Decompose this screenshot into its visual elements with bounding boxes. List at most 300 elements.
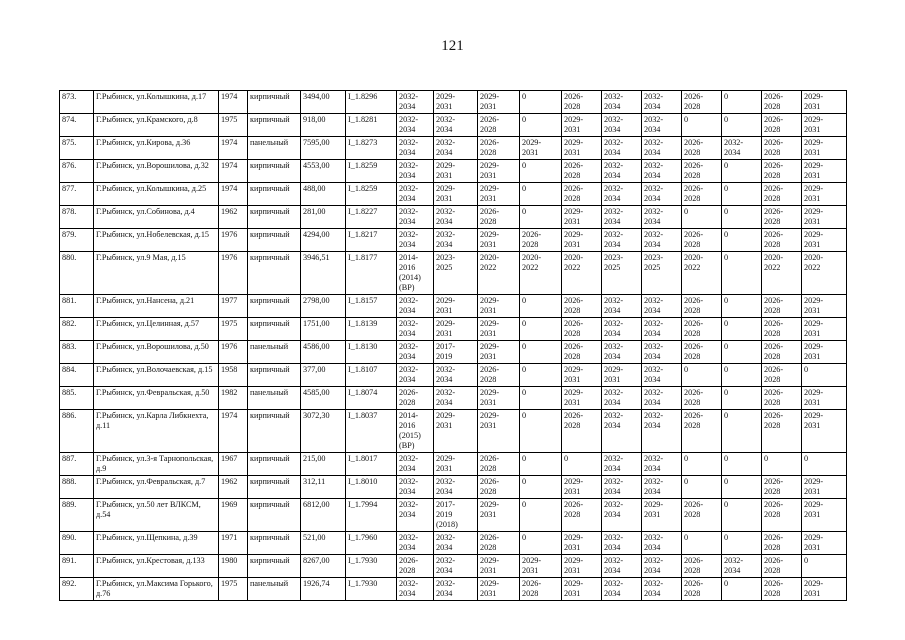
cell-period-11: 2029- 2031 bbox=[802, 160, 847, 183]
cell-period-5: 2029- 2031 bbox=[562, 364, 602, 387]
cell-period-9: 0 bbox=[722, 91, 762, 114]
cell-period-7: 2032- 2034 bbox=[642, 387, 682, 410]
cell-period-8: 2026- 2028 bbox=[682, 295, 722, 318]
cell-period-6: 2032- 2034 bbox=[602, 476, 642, 499]
cell-period-11: 2029- 2031 bbox=[802, 137, 847, 160]
cell-code: I_1.8296 bbox=[346, 91, 397, 114]
cell-address: Г.Рыбинск, ул.Колышкина, д.17 bbox=[94, 91, 219, 114]
cell-row-number: 883. bbox=[60, 341, 94, 364]
cell-row-number: 873. bbox=[60, 91, 94, 114]
cell-period-10: 2026- 2028 bbox=[762, 532, 802, 555]
cell-period-7: 2032- 2034 bbox=[642, 206, 682, 229]
cell-period-5: 2029- 2031 bbox=[562, 114, 602, 137]
cell-period-5: 2029- 2031 bbox=[562, 476, 602, 499]
cell-period-4: 2026- 2028 bbox=[520, 578, 562, 601]
cell-area: 7595,00 bbox=[301, 137, 346, 160]
cell-period-4: 0 bbox=[520, 532, 562, 555]
cell-area: 377,00 bbox=[301, 364, 346, 387]
cell-period-9: 0 bbox=[722, 364, 762, 387]
cell-period-2: 2032- 2034 bbox=[434, 137, 478, 160]
cell-address: Г.Рыбинск, ул.Нансена, д.21 bbox=[94, 295, 219, 318]
cell-period-9: 0 bbox=[722, 114, 762, 137]
cell-period-8: 0 bbox=[682, 114, 722, 137]
table-row bbox=[60, 295, 847, 318]
cell-period-5: 2026- 2028 bbox=[562, 183, 602, 206]
cell-period-3: 2026- 2028 bbox=[478, 453, 520, 476]
table-row bbox=[60, 364, 847, 387]
cell-address: Г.Рыбинск, ул.Щепкина, д.39 bbox=[94, 532, 219, 555]
cell-period-2: 2032- 2034 bbox=[434, 387, 478, 410]
cell-period-11: 2029- 2031 bbox=[802, 229, 847, 252]
cell-row-number: 881. bbox=[60, 295, 94, 318]
cell-period-5: 2029- 2031 bbox=[562, 555, 602, 578]
cell-period-7: 2032- 2034 bbox=[642, 410, 682, 453]
cell-period-4: 0 bbox=[520, 295, 562, 318]
cell-address: Г.Рыбинск, ул.9 Мая, д.15 bbox=[94, 252, 219, 295]
cell-address: Г.Рыбинск, ул.3-я Тарнопольская, д.9 bbox=[94, 453, 219, 476]
cell-period-1: 2032- 2034 bbox=[397, 532, 434, 555]
cell-period-1: 2032- 2034 bbox=[397, 476, 434, 499]
cell-period-2: 2029- 2031 bbox=[434, 318, 478, 341]
cell-code: I_1.8259 bbox=[346, 183, 397, 206]
cell-period-9: 0 bbox=[722, 499, 762, 532]
cell-wall-material: кирпичный bbox=[248, 318, 301, 341]
cell-period-1: 2032- 2034 bbox=[397, 341, 434, 364]
cell-period-10: 2026- 2028 bbox=[762, 91, 802, 114]
cell-period-7: 2032- 2034 bbox=[642, 295, 682, 318]
cell-period-3: 2029- 2031 bbox=[478, 229, 520, 252]
cell-period-10: 2026- 2028 bbox=[762, 341, 802, 364]
cell-period-11: 2029- 2031 bbox=[802, 387, 847, 410]
cell-period-7: 2032- 2034 bbox=[642, 364, 682, 387]
cell-period-6: 2032- 2034 bbox=[602, 160, 642, 183]
cell-period-8: 2020- 2022 bbox=[682, 252, 722, 295]
cell-address: Г.Рыбинск, ул.Ворошилова, д.50 bbox=[94, 341, 219, 364]
cell-row-number: 875. bbox=[60, 137, 94, 160]
table-row bbox=[60, 137, 847, 160]
cell-period-9: 0 bbox=[722, 476, 762, 499]
cell-code: I_1.8074 bbox=[346, 387, 397, 410]
cell-wall-material: кирпичный bbox=[248, 499, 301, 532]
cell-period-10: 2026- 2028 bbox=[762, 364, 802, 387]
cell-wall-material: кирпичный bbox=[248, 252, 301, 295]
table-row bbox=[60, 91, 847, 114]
cell-period-10: 2026- 2028 bbox=[762, 555, 802, 578]
cell-period-1: 2032- 2034 bbox=[397, 229, 434, 252]
cell-period-5: 2026- 2028 bbox=[562, 410, 602, 453]
cell-period-4: 0 bbox=[520, 341, 562, 364]
cell-wall-material: кирпичный bbox=[248, 532, 301, 555]
cell-period-6: 2032- 2034 bbox=[602, 229, 642, 252]
cell-address: Г.Рыбинск, ул.Крамского, д.8 bbox=[94, 114, 219, 137]
cell-period-11: 2029- 2031 bbox=[802, 206, 847, 229]
cell-code: I_1.7930 bbox=[346, 555, 397, 578]
cell-code: I_1.7930 bbox=[346, 578, 397, 601]
cell-wall-material: панельный bbox=[248, 137, 301, 160]
cell-build-year: 1982 bbox=[219, 387, 248, 410]
cell-period-11: 2029- 2031 bbox=[802, 476, 847, 499]
cell-period-5: 2026- 2028 bbox=[562, 499, 602, 532]
cell-period-4: 0 bbox=[520, 410, 562, 453]
cell-period-3: 2029- 2031 bbox=[478, 578, 520, 601]
cell-period-7: 2032- 2034 bbox=[642, 91, 682, 114]
cell-period-10: 2026- 2028 bbox=[762, 114, 802, 137]
cell-build-year: 1976 bbox=[219, 229, 248, 252]
cell-period-6: 2032- 2034 bbox=[602, 532, 642, 555]
cell-period-3: 2029- 2031 bbox=[478, 555, 520, 578]
cell-code: I_1.8139 bbox=[346, 318, 397, 341]
cell-build-year: 1969 bbox=[219, 499, 248, 532]
cell-period-5: 2026- 2028 bbox=[562, 341, 602, 364]
cell-period-5: 2026- 2028 bbox=[562, 91, 602, 114]
cell-period-7: 2032- 2034 bbox=[642, 453, 682, 476]
cell-period-4: 2020- 2022 bbox=[520, 252, 562, 295]
cell-period-7: 2032- 2034 bbox=[642, 137, 682, 160]
cell-row-number: 882. bbox=[60, 318, 94, 341]
cell-area: 1751,00 bbox=[301, 318, 346, 341]
cell-period-9: 2032- 2034 bbox=[722, 137, 762, 160]
cell-row-number: 889. bbox=[60, 499, 94, 532]
cell-period-5: 2029- 2031 bbox=[562, 137, 602, 160]
cell-build-year: 1962 bbox=[219, 206, 248, 229]
cell-period-5: 2029- 2031 bbox=[562, 578, 602, 601]
cell-period-8: 2026- 2028 bbox=[682, 229, 722, 252]
cell-period-5: 0 bbox=[562, 453, 602, 476]
cell-period-8: 0 bbox=[682, 206, 722, 229]
table-row bbox=[60, 532, 847, 555]
cell-period-1: 2014- 2016 (2014) (ВР) bbox=[397, 252, 434, 295]
cell-period-6: 2032- 2034 bbox=[602, 318, 642, 341]
cell-wall-material: панельный bbox=[248, 387, 301, 410]
cell-period-6: 2032- 2034 bbox=[602, 555, 642, 578]
cell-period-11: 2029- 2031 bbox=[802, 91, 847, 114]
cell-period-9: 0 bbox=[722, 387, 762, 410]
cell-period-11: 2029- 2031 bbox=[802, 183, 847, 206]
cell-row-number: 876. bbox=[60, 160, 94, 183]
cell-area: 8267,00 bbox=[301, 555, 346, 578]
housing-register-table bbox=[59, 90, 847, 601]
cell-area: 281,00 bbox=[301, 206, 346, 229]
cell-wall-material: кирпичный bbox=[248, 206, 301, 229]
cell-area: 2798,00 bbox=[301, 295, 346, 318]
cell-period-7: 2023- 2025 bbox=[642, 252, 682, 295]
cell-period-8: 2026- 2028 bbox=[682, 387, 722, 410]
cell-build-year: 1975 bbox=[219, 114, 248, 137]
cell-period-6: 2032- 2034 bbox=[602, 295, 642, 318]
cell-period-1: 2014- 2016 (2015) (ВР) bbox=[397, 410, 434, 453]
cell-wall-material: кирпичный bbox=[248, 114, 301, 137]
cell-period-7: 2032- 2034 bbox=[642, 555, 682, 578]
cell-period-9: 0 bbox=[722, 229, 762, 252]
table-row bbox=[60, 578, 847, 601]
cell-address: Г.Рыбинск, ул.Колышкина, д.25 bbox=[94, 183, 219, 206]
cell-address: Г.Рыбинск, ул.Волочаевская, д.15 bbox=[94, 364, 219, 387]
cell-period-5: 2029- 2031 bbox=[562, 532, 602, 555]
cell-period-3: 2026- 2028 bbox=[478, 364, 520, 387]
cell-period-10: 2026- 2028 bbox=[762, 410, 802, 453]
cell-period-11: 2029- 2031 bbox=[802, 318, 847, 341]
cell-row-number: 892. bbox=[60, 578, 94, 601]
cell-period-8: 2026- 2028 bbox=[682, 91, 722, 114]
cell-wall-material: кирпичный bbox=[248, 476, 301, 499]
table-body bbox=[60, 91, 847, 601]
cell-address: Г.Рыбинск, ул.Февральская, д.7 bbox=[94, 476, 219, 499]
table-row bbox=[60, 387, 847, 410]
cell-period-4: 0 bbox=[520, 318, 562, 341]
cell-build-year: 1975 bbox=[219, 578, 248, 601]
cell-period-9: 0 bbox=[722, 183, 762, 206]
cell-row-number: 880. bbox=[60, 252, 94, 295]
cell-build-year: 1962 bbox=[219, 476, 248, 499]
cell-code: I_1.7994 bbox=[346, 499, 397, 532]
cell-period-3: 2026- 2028 bbox=[478, 114, 520, 137]
cell-period-6: 2032- 2034 bbox=[602, 206, 642, 229]
cell-wall-material: панельный bbox=[248, 341, 301, 364]
cell-period-7: 2032- 2034 bbox=[642, 183, 682, 206]
cell-period-6: 2032- 2034 bbox=[602, 91, 642, 114]
cell-period-1: 2032- 2034 bbox=[397, 137, 434, 160]
cell-area: 4294,00 bbox=[301, 229, 346, 252]
cell-period-4: 0 bbox=[520, 476, 562, 499]
cell-period-11: 2029- 2031 bbox=[802, 410, 847, 453]
cell-period-3: 2029- 2031 bbox=[478, 410, 520, 453]
cell-period-1: 2026- 2028 bbox=[397, 387, 434, 410]
cell-row-number: 890. bbox=[60, 532, 94, 555]
cell-period-2: 2032- 2034 bbox=[434, 206, 478, 229]
cell-period-5: 2029- 2031 bbox=[562, 206, 602, 229]
cell-period-11: 2029- 2031 bbox=[802, 114, 847, 137]
cell-period-7: 2032- 2034 bbox=[642, 532, 682, 555]
cell-period-3: 2026- 2028 bbox=[478, 532, 520, 555]
cell-period-2: 2029- 2031 bbox=[434, 295, 478, 318]
cell-address: Г.Рыбинск, ул.Карла Либкнехта, д.11 bbox=[94, 410, 219, 453]
cell-row-number: 888. bbox=[60, 476, 94, 499]
cell-period-9: 0 bbox=[722, 206, 762, 229]
cell-period-6: 2032- 2034 bbox=[602, 341, 642, 364]
cell-period-3: 2026- 2028 bbox=[478, 206, 520, 229]
cell-period-6: 2032- 2034 bbox=[602, 114, 642, 137]
cell-period-5: 2026- 2028 bbox=[562, 160, 602, 183]
cell-period-9: 0 bbox=[722, 295, 762, 318]
cell-period-2: 2032- 2034 bbox=[434, 364, 478, 387]
cell-period-1: 2032- 2034 bbox=[397, 91, 434, 114]
cell-period-11: 0 bbox=[802, 364, 847, 387]
cell-period-4: 2029- 2031 bbox=[520, 555, 562, 578]
cell-period-4: 0 bbox=[520, 364, 562, 387]
cell-period-8: 0 bbox=[682, 364, 722, 387]
cell-period-11: 2029- 2031 bbox=[802, 295, 847, 318]
cell-area: 3946,51 bbox=[301, 252, 346, 295]
cell-code: I_1.8037 bbox=[346, 410, 397, 453]
cell-period-1: 2032- 2034 bbox=[397, 160, 434, 183]
table-row bbox=[60, 476, 847, 499]
cell-period-7: 2032- 2034 bbox=[642, 476, 682, 499]
table-row bbox=[60, 114, 847, 137]
cell-code: I_1.8281 bbox=[346, 114, 397, 137]
cell-area: 4586,00 bbox=[301, 341, 346, 364]
cell-build-year: 1974 bbox=[219, 91, 248, 114]
cell-period-10: 2026- 2028 bbox=[762, 387, 802, 410]
cell-period-3: 2029- 2031 bbox=[478, 499, 520, 532]
cell-build-year: 1980 bbox=[219, 555, 248, 578]
cell-area: 918,00 bbox=[301, 114, 346, 137]
cell-period-8: 2026- 2028 bbox=[682, 183, 722, 206]
cell-build-year: 1975 bbox=[219, 318, 248, 341]
cell-wall-material: кирпичный bbox=[248, 364, 301, 387]
cell-period-1: 2032- 2034 bbox=[397, 318, 434, 341]
cell-period-2: 2023- 2025 bbox=[434, 252, 478, 295]
cell-period-1: 2032- 2034 bbox=[397, 578, 434, 601]
cell-code: I_1.8017 bbox=[346, 453, 397, 476]
cell-code: I_1.8273 bbox=[346, 137, 397, 160]
cell-period-6: 2032- 2034 bbox=[602, 453, 642, 476]
cell-address: Г.Рыбинск, ул.Крестовая, д.133 bbox=[94, 555, 219, 578]
table-row bbox=[60, 183, 847, 206]
cell-wall-material: кирпичный bbox=[248, 555, 301, 578]
cell-period-7: 2032- 2034 bbox=[642, 114, 682, 137]
cell-period-8: 2026- 2028 bbox=[682, 410, 722, 453]
cell-period-11: 2029- 2031 bbox=[802, 341, 847, 364]
cell-area: 488,00 bbox=[301, 183, 346, 206]
cell-period-5: 2029- 2031 bbox=[562, 229, 602, 252]
cell-period-3: 2026- 2028 bbox=[478, 476, 520, 499]
cell-build-year: 1976 bbox=[219, 341, 248, 364]
cell-row-number: 885. bbox=[60, 387, 94, 410]
cell-period-1: 2032- 2034 bbox=[397, 499, 434, 532]
table-row bbox=[60, 453, 847, 476]
cell-period-11: 2020- 2022 bbox=[802, 252, 847, 295]
cell-period-10: 2026- 2028 bbox=[762, 229, 802, 252]
cell-period-7: 2032- 2034 bbox=[642, 578, 682, 601]
cell-area: 312,11 bbox=[301, 476, 346, 499]
cell-row-number: 891. bbox=[60, 555, 94, 578]
table-row bbox=[60, 252, 847, 295]
cell-area: 215,00 bbox=[301, 453, 346, 476]
cell-period-2: 2029- 2031 bbox=[434, 453, 478, 476]
cell-period-8: 0 bbox=[682, 532, 722, 555]
cell-period-1: 2032- 2034 bbox=[397, 114, 434, 137]
cell-period-4: 0 bbox=[520, 206, 562, 229]
cell-build-year: 1974 bbox=[219, 160, 248, 183]
page-number: 121 bbox=[441, 38, 464, 54]
cell-period-9: 0 bbox=[722, 410, 762, 453]
table-row bbox=[60, 555, 847, 578]
cell-period-9: 0 bbox=[722, 578, 762, 601]
cell-period-9: 0 bbox=[722, 318, 762, 341]
cell-code: I_1.8227 bbox=[346, 206, 397, 229]
cell-area: 521,00 bbox=[301, 532, 346, 555]
cell-build-year: 1974 bbox=[219, 410, 248, 453]
cell-build-year: 1971 bbox=[219, 532, 248, 555]
table-row bbox=[60, 499, 847, 532]
cell-period-4: 0 bbox=[520, 183, 562, 206]
cell-period-2: 2032- 2034 bbox=[434, 555, 478, 578]
cell-period-9: 0 bbox=[722, 160, 762, 183]
cell-period-1: 2026- 2028 bbox=[397, 555, 434, 578]
cell-period-3: 2029- 2031 bbox=[478, 295, 520, 318]
cell-period-6: 2023- 2025 bbox=[602, 252, 642, 295]
cell-address: Г.Рыбинск, ул.Целинная, д.57 bbox=[94, 318, 219, 341]
cell-period-7: 2032- 2034 bbox=[642, 318, 682, 341]
cell-period-2: 2017- 2019 bbox=[434, 341, 478, 364]
cell-period-3: 2029- 2031 bbox=[478, 341, 520, 364]
cell-period-2: 2032- 2034 bbox=[434, 114, 478, 137]
cell-period-3: 2029- 2031 bbox=[478, 318, 520, 341]
cell-build-year: 1967 bbox=[219, 453, 248, 476]
cell-address: Г.Рыбинск, ул.Нобелевская, д.15 bbox=[94, 229, 219, 252]
table-row bbox=[60, 160, 847, 183]
cell-period-7: 2029- 2031 bbox=[642, 499, 682, 532]
cell-period-6: 2032- 2034 bbox=[602, 410, 642, 453]
cell-build-year: 1974 bbox=[219, 137, 248, 160]
cell-period-8: 2026- 2028 bbox=[682, 578, 722, 601]
cell-period-4: 0 bbox=[520, 499, 562, 532]
cell-period-9: 2032- 2034 bbox=[722, 555, 762, 578]
cell-period-2: 2029- 2031 bbox=[434, 91, 478, 114]
cell-period-9: 0 bbox=[722, 252, 762, 295]
cell-wall-material: кирпичный bbox=[248, 91, 301, 114]
cell-period-8: 0 bbox=[682, 476, 722, 499]
cell-code: I_1.7960 bbox=[346, 532, 397, 555]
cell-period-7: 2032- 2034 bbox=[642, 341, 682, 364]
cell-period-11: 0 bbox=[802, 555, 847, 578]
cell-period-10: 2026- 2028 bbox=[762, 160, 802, 183]
cell-period-6: 2032- 2034 bbox=[602, 183, 642, 206]
cell-wall-material: кирпичный bbox=[248, 295, 301, 318]
cell-period-1: 2032- 2034 bbox=[397, 453, 434, 476]
cell-code: I_1.8157 bbox=[346, 295, 397, 318]
cell-period-3: 2029- 2031 bbox=[478, 91, 520, 114]
cell-period-4: 0 bbox=[520, 387, 562, 410]
cell-period-8: 2026- 2028 bbox=[682, 137, 722, 160]
cell-row-number: 884. bbox=[60, 364, 94, 387]
cell-address: Г.Рыбинск, ул.50 лет ВЛКСМ, д.54 bbox=[94, 499, 219, 532]
cell-period-7: 2032- 2034 bbox=[642, 160, 682, 183]
cell-period-10: 2026- 2028 bbox=[762, 206, 802, 229]
table-row bbox=[60, 229, 847, 252]
cell-build-year: 1976 bbox=[219, 252, 248, 295]
cell-period-3: 2020- 2022 bbox=[478, 252, 520, 295]
cell-area: 3494,00 bbox=[301, 91, 346, 114]
cell-build-year: 1977 bbox=[219, 295, 248, 318]
cell-row-number: 887. bbox=[60, 453, 94, 476]
cell-period-5: 2026- 2028 bbox=[562, 295, 602, 318]
cell-period-6: 2032- 2034 bbox=[602, 137, 642, 160]
cell-period-11: 0 bbox=[802, 453, 847, 476]
cell-period-2: 2029- 2031 bbox=[434, 183, 478, 206]
cell-period-2: 2032- 2034 bbox=[434, 229, 478, 252]
cell-period-3: 2026- 2028 bbox=[478, 137, 520, 160]
cell-period-2: 2029- 2031 bbox=[434, 160, 478, 183]
cell-code: I_1.8010 bbox=[346, 476, 397, 499]
cell-period-9: 0 bbox=[722, 453, 762, 476]
cell-period-8: 2026- 2028 bbox=[682, 318, 722, 341]
table-row bbox=[60, 341, 847, 364]
cell-period-10: 0 bbox=[762, 453, 802, 476]
cell-wall-material: панельный bbox=[248, 578, 301, 601]
cell-wall-material: кирпичный bbox=[248, 183, 301, 206]
cell-period-10: 2026- 2028 bbox=[762, 137, 802, 160]
cell-wall-material: кирпичный bbox=[248, 410, 301, 453]
cell-area: 4585,00 bbox=[301, 387, 346, 410]
cell-build-year: 1974 bbox=[219, 183, 248, 206]
cell-address: Г.Рыбинск, ул.Ворошилова, д.32 bbox=[94, 160, 219, 183]
cell-period-2: 2029- 2031 bbox=[434, 410, 478, 453]
cell-area: 1926,74 bbox=[301, 578, 346, 601]
cell-area: 6812,00 bbox=[301, 499, 346, 532]
cell-area: 3072,30 bbox=[301, 410, 346, 453]
cell-wall-material: кирпичный bbox=[248, 160, 301, 183]
